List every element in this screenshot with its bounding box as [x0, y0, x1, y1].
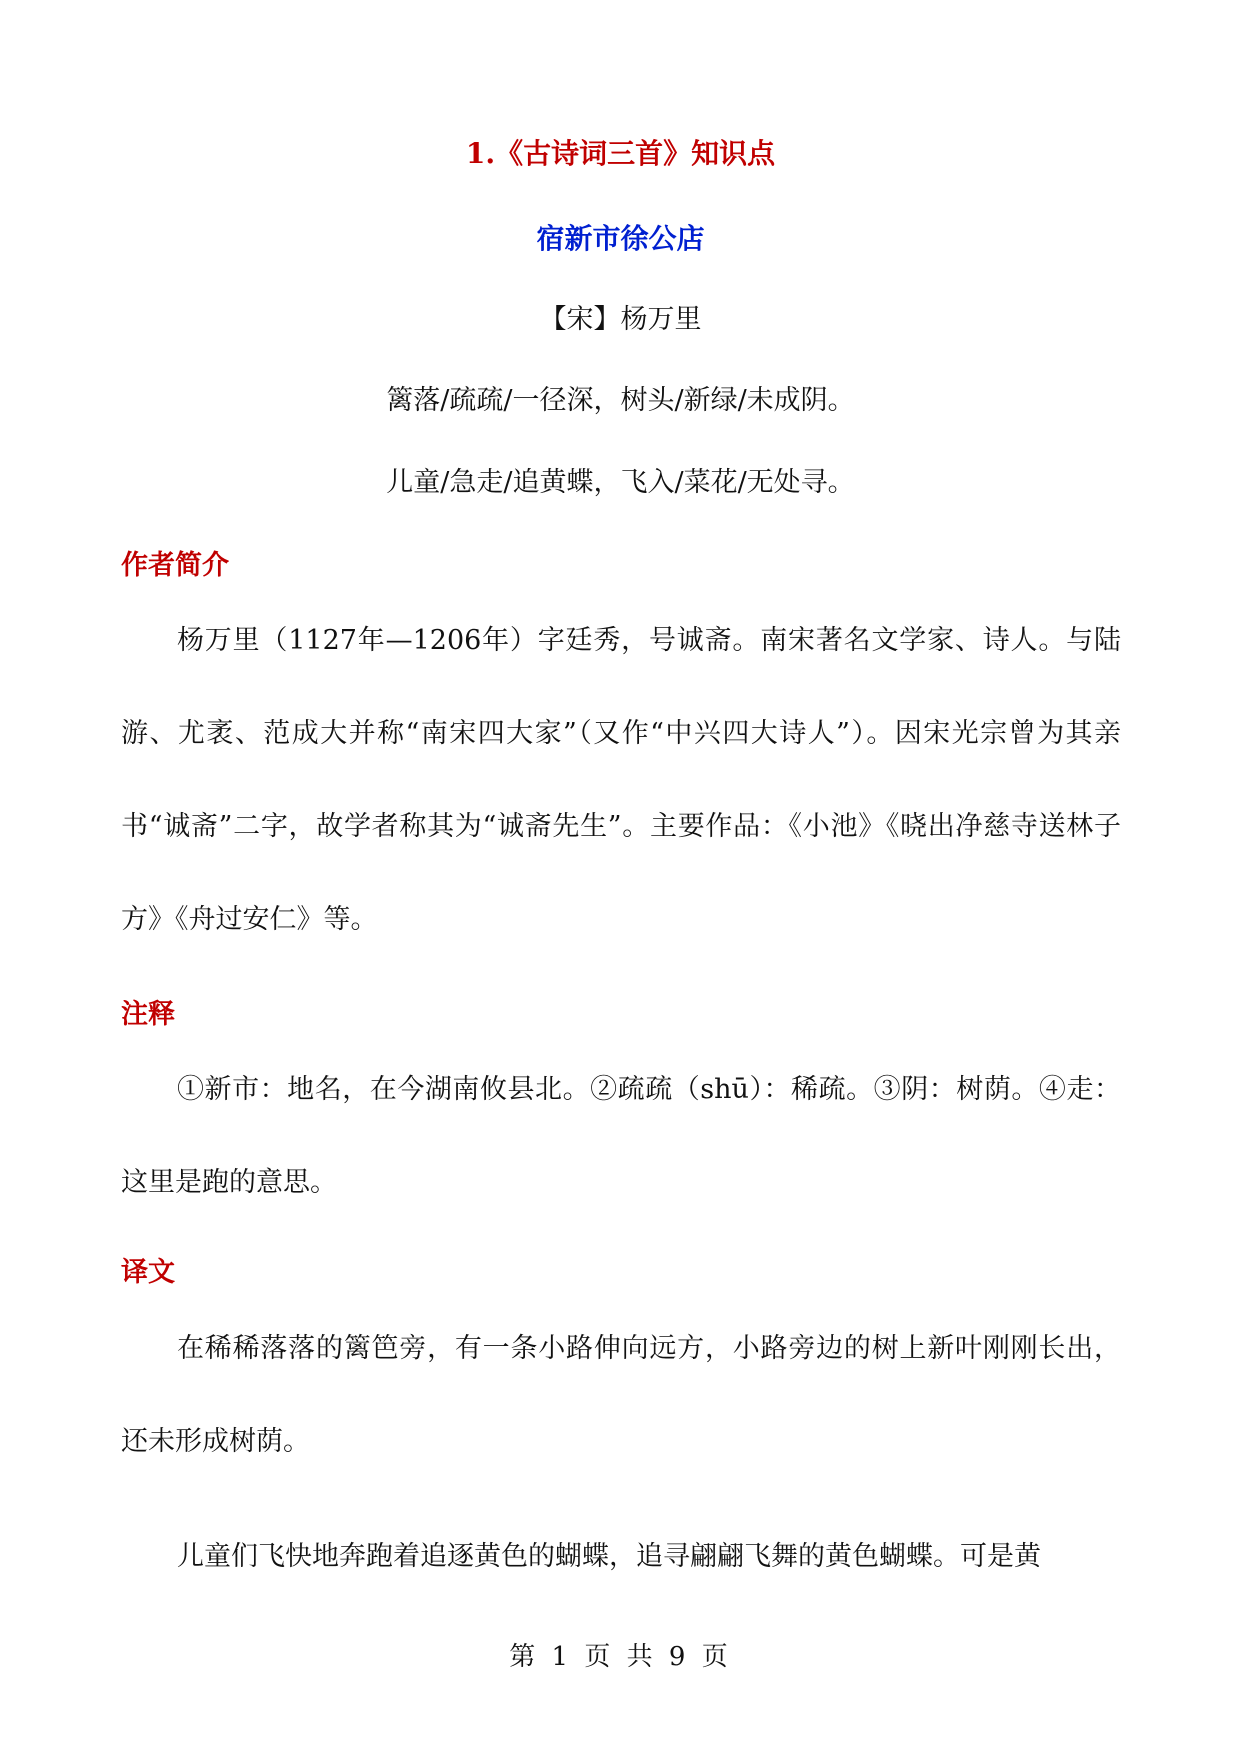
poem-line-2: 儿童/急走/追黄蝶，飞入/菜花/无处寻。 [386, 467, 855, 498]
poem-title: 宿新市徐公店 [536, 222, 705, 255]
notes-heading: 注释 [121, 999, 175, 1030]
notes-text: ①新市：地名，在今湖南攸县北。②疏疏（shū）：稀疏。③阴：树荫。④走：这里是跑的意思。 [121, 1074, 1121, 1198]
author-intro-heading: 作者简介 [121, 550, 229, 581]
author-intro-text: 杨万里（1127年—1206年）字廷秀，号诚斋。南宋著名文学家、诗人。与陆游、尤袤、范成大并称“南宋四大家”（又作“中兴四大诗人”）。因宋光宗曾为其亲书“诚斋”二字，故学者称其为“诚斋先生”。主要作品：《小池》《晓出净慈寺送林子方》《舟过安仁》等。 [121, 625, 1121, 935]
translation-paragraph-2: 儿童们飞快地奔跑着追逐黄色的蝴蝶，追寻翩翩飞舞的黄色蝴蝶。可是黄 [177, 1541, 1041, 1572]
document-title: 1.《古诗词三首》知识点 [465, 137, 776, 170]
page-footer: 第 1 页 共 9 页 [509, 1642, 732, 1672]
translation-paragraph-1: 在稀稀落落的篱笆旁，有一条小路伸向远方，小路旁边的树上新叶刚刚长出，还未形成树荫。 [121, 1333, 1121, 1457]
poem-author: 【宋】杨万里 [539, 304, 702, 335]
translation-heading: 译文 [121, 1257, 175, 1288]
poem-line-1: 篱落/疏疏/一径深，树头/新绿/未成阴。 [386, 385, 855, 416]
